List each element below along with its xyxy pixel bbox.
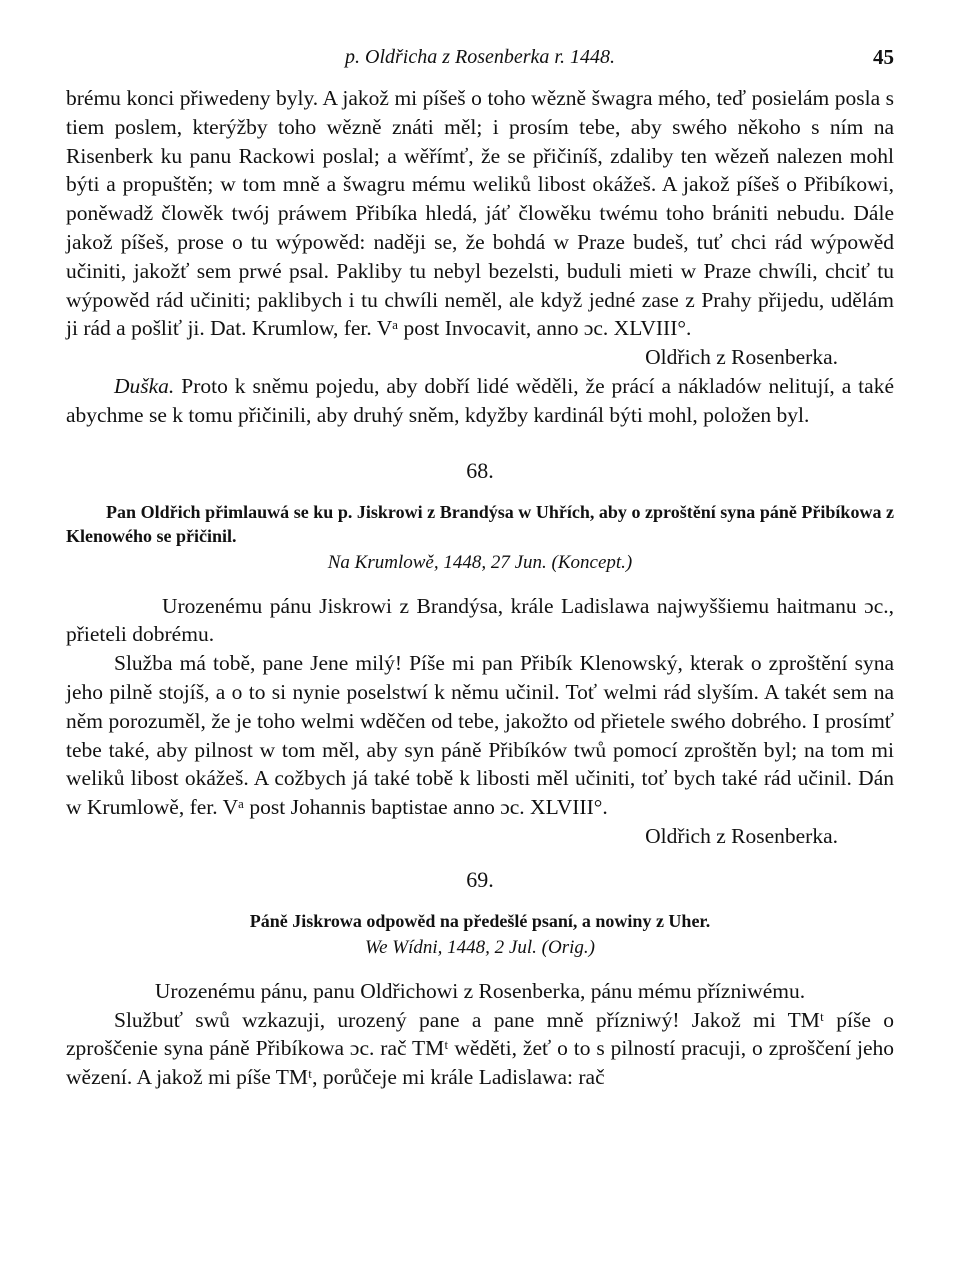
document-number-68: 68.	[466, 457, 494, 483]
duska-text: Proto k sněmu pojedu, aby dobří lidé wěděli, že prácí a nákladów nelitují, a také abychme se k tomu přičinili, aby druhý sněm, kdyžby kardinál býti mohl, položen byl.	[66, 373, 894, 427]
document-date-69: We Wídni, 1448, 2 Jul. (Orig.)	[365, 936, 595, 958]
running-title: p. Oldřicha z Rosenberka r. 1448.	[345, 46, 615, 68]
body-68: Služba má tobě, pane Jene milý! Píše mi pan Přibík Klenowský, kterak o zproštění syna jeho pilně stojíš, a o to si nynie poselstwí k němu učinil. Toť welmi rád slyším. A takét sem na něm porozuměl, že je toho welmi wděčen od tebe, jakožto od přietele swého dobrého. I prosímť tebe také, aby pilnost w tom měl, aby syn páně Přibíków twů pomocí zproštěn byl; na tom mi weliků libost okážeš. A cožbych já také tobě k libosti měl učiniti, toť bych také rád učinil. Dán w Krumlowě, fer. Vᵃ post Johannis baptistae anno ɔc. XLVIII°.	[66, 651, 894, 820]
document-date-68: Na Krumlowě, 1448, 27 Jun. (Koncept.)	[327, 551, 633, 573]
document-summary-68: Pan Oldřich přimlauwá se ku p. Jiskrowi z Brandýsa w Uhřích, aby o zproštění syna páně Přibíkowa z Klenowého se přičinil.	[66, 501, 894, 546]
duska-lead: Duška.	[114, 373, 175, 398]
document-summary-69: Páně Jiskrowa odpowěd na předešlé psaní, a nowiny z Uher.	[249, 910, 711, 931]
continuation-paragraph	[66, 84, 894, 370]
continuation-signature: Oldřich z Rosenberka.	[645, 345, 838, 370]
document-page	[66, 40, 894, 1092]
running-head	[66, 40, 894, 74]
body-69: Službuť swů wzkazuji, urozený pane a pane mně přízniwý! Jakož mi TMᵗ píše o zproščenie syna páně Přibíkowa ɔc. rač TMᵗ wěděti, žeť o to s pilností pracuji, o zproščení jeho wězení. A jakož mi píše TMᵗ, porůčeje mi krále Ladislawa: rač	[66, 1007, 894, 1090]
duska-paragraph	[66, 372, 894, 430]
page-number: 45	[873, 45, 894, 69]
document-number-69: 69.	[466, 866, 494, 892]
address-69: Urozenému pánu, panu Oldřichowi z Rosenberka, pánu mému přízniwému.	[154, 978, 806, 1003]
address-68: Urozenému pánu Jiskrowi z Brandýsa, krále Ladislawa najwyššiemu haitmanu ɔc., přieteli dobrému.	[66, 593, 894, 647]
continuation-text: brému konci přiwedeny byly. A jakož mi píšeš o toho wězně šwagra mého, teď posielám posla s tiem poslem, kterýžby toho wězně znáti měl; i prosím tebe, aby swého někoho s ním na Risenberk ku panu Rackowi poslal; a wěřímť, že se přičiníš, zdaliby ten wězeň nalezen mohl býti a propuštěn; w tom mně a šwagru mému weliků libost okážeš. A jakož píšeš o Přibíkowi, poněwadž člowěk twój práwem Přibíka hledá, jáť člowěku twému toho brániti nebudu. Dále jakož píšeš, prose o tu wýpowěd: naději se, že bohdá w Praze budeš, tuť chci rád wýpowěd učiniti, jakožť sem prwé psal. Pakliby tu nebyl bezelsti, buduli mieti w Praze chwíli, chciť tu wýpowěd rád učiniti; paklibych i tu chwíli neměl, ale když jedné zase z Prahy přijedu, udělám ji rád a pošliť ji. Dat. Krumlow, fer. Vᵃ post Invocavit, anno ɔc. XLVIII°.	[66, 86, 894, 341]
signature-68: Oldřich z Rosenberka.	[645, 823, 838, 848]
